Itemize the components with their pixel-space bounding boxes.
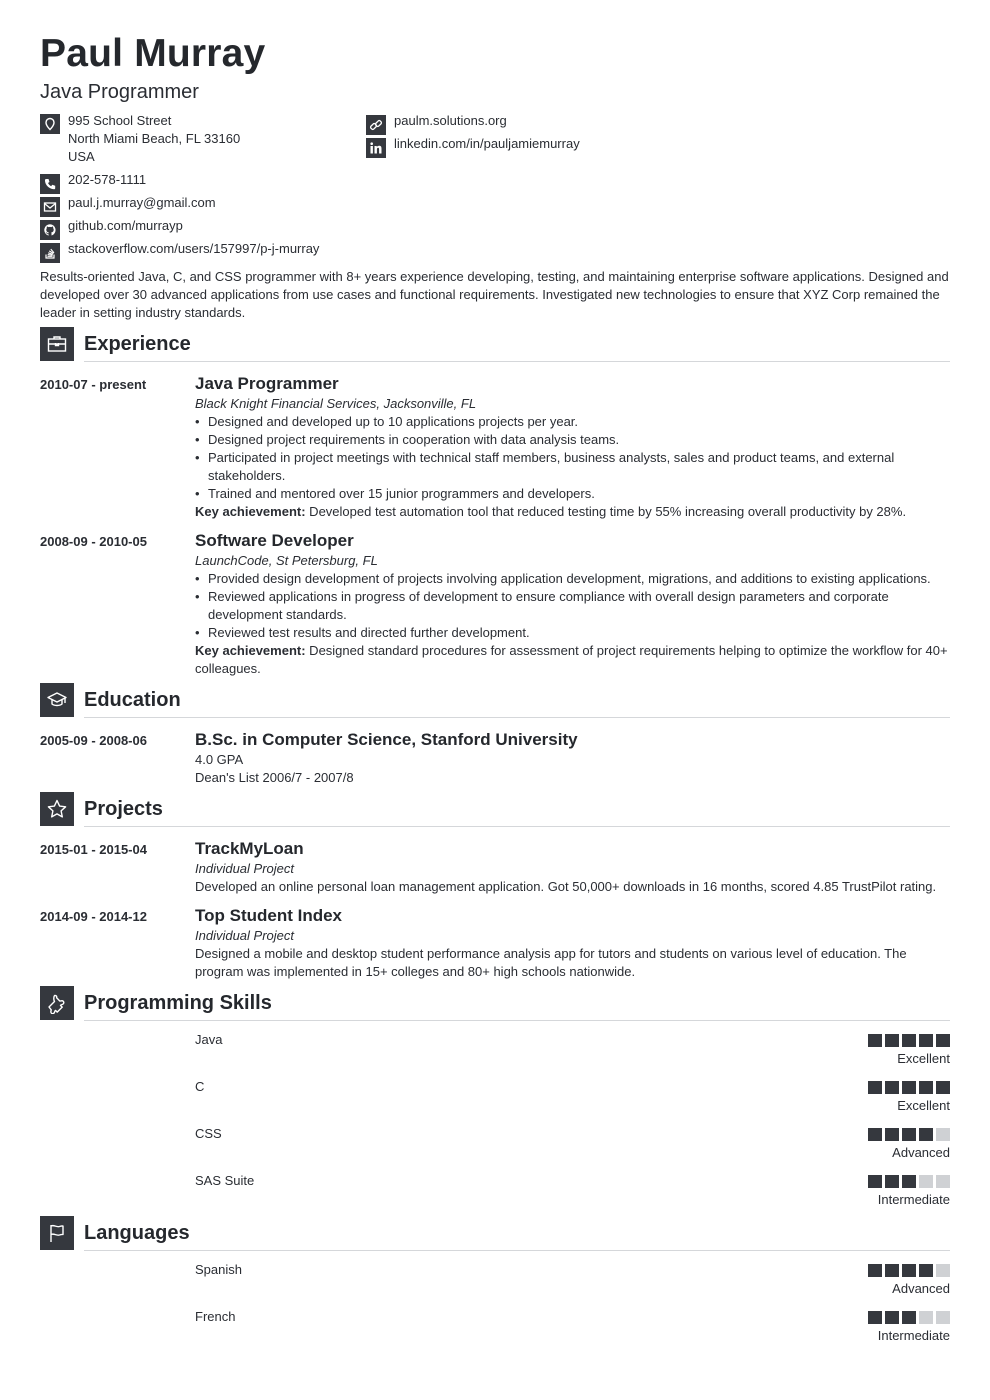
language-level: Advanced bbox=[892, 1281, 950, 1296]
section-divider bbox=[84, 1020, 950, 1021]
linkedin-icon bbox=[366, 138, 386, 158]
entry-title: TrackMyLoan bbox=[195, 839, 304, 858]
location-pin-icon bbox=[40, 114, 60, 134]
key-achievement-text: Developed test automation tool that reduced testing time by 55% increasing overall productivity by 28%. bbox=[305, 504, 907, 519]
entry-title: Software Developer bbox=[195, 531, 354, 550]
project-type: Individual Project bbox=[195, 861, 294, 876]
project-description: Developed an online personal loan management application. Got 50,000+ downloads in 16 months, scored 4.85 TrustPilot rating. bbox=[195, 879, 937, 894]
bullet-item: • Designed and developed up to 10 applications projects per year. bbox=[195, 413, 950, 431]
rating-square-filled bbox=[902, 1175, 916, 1188]
address-line-3: USA bbox=[68, 149, 95, 164]
skill-row bbox=[40, 1079, 950, 1119]
rating-square-filled bbox=[868, 1128, 882, 1141]
rating-square-filled bbox=[885, 1311, 899, 1324]
entry-date: 2008-09 - 2010-05 bbox=[40, 534, 147, 549]
rating-square-empty bbox=[936, 1311, 950, 1324]
briefcase-icon bbox=[40, 327, 74, 361]
website-link[interactable]: paulm.solutions.org bbox=[394, 113, 507, 128]
project-type: Individual Project bbox=[195, 928, 294, 943]
candidate-title: Java Programmer bbox=[40, 81, 199, 103]
skill-row bbox=[40, 1173, 950, 1213]
rating-square-filled bbox=[885, 1175, 899, 1188]
skill-row bbox=[40, 1032, 950, 1072]
bullet-item: • Trained and mentored over 15 junior programmers and developers. bbox=[195, 485, 950, 503]
rating-square-filled bbox=[885, 1128, 899, 1141]
skill-level: Excellent bbox=[897, 1098, 950, 1113]
section-title-experience: Experience bbox=[84, 333, 191, 355]
entry-bullets bbox=[195, 570, 950, 642]
key-achievement-label: Key achievement: bbox=[195, 504, 306, 519]
rating-square-filled bbox=[902, 1081, 916, 1094]
language-name: French bbox=[195, 1309, 236, 1324]
entry-company: LaunchCode, St Petersburg, FL bbox=[195, 553, 378, 568]
entry-bullets bbox=[195, 413, 950, 503]
rating-square-filled bbox=[885, 1264, 899, 1277]
entry-date: 2005-09 - 2008-06 bbox=[40, 733, 147, 748]
rating-square-filled bbox=[868, 1311, 882, 1324]
section-skills bbox=[40, 986, 950, 1020]
phone-icon bbox=[40, 174, 60, 194]
entry-company: Black Knight Financial Services, Jacksonville, FL bbox=[195, 396, 477, 411]
skill-name: C bbox=[195, 1079, 205, 1094]
language-rating bbox=[868, 1311, 950, 1324]
github-icon bbox=[40, 220, 60, 240]
skill-name: Java bbox=[195, 1032, 223, 1047]
skill-level: Advanced bbox=[892, 1145, 950, 1160]
key-achievement bbox=[195, 642, 950, 678]
entry-date: 2015-01 - 2015-04 bbox=[40, 842, 147, 857]
rating-square-filled bbox=[902, 1311, 916, 1324]
language-row bbox=[40, 1309, 950, 1349]
bullet-item: • Designed project requirements in cooperation with data analysis teams. bbox=[195, 431, 950, 449]
flag-icon bbox=[40, 1216, 74, 1250]
entry-title: B.Sc. in Computer Science, Stanford University bbox=[195, 730, 578, 749]
candidate-name: Paul Murray bbox=[40, 32, 266, 75]
github-link[interactable]: github.com/murrayp bbox=[68, 218, 183, 233]
profile-summary: Results-oriented Java, C, and CSS programmer with 8+ years experience developing, testing, and maintaining enterprise software applications. Designed and developed over 30 advanced applications from use cases and functional requirements. Investigated new technologies to ensure that XYZ Corp remained the leader in setting industry standards. bbox=[40, 269, 949, 320]
skill-rating bbox=[868, 1128, 950, 1141]
section-projects bbox=[40, 792, 950, 826]
rating-square-filled bbox=[919, 1081, 933, 1094]
rating-square-filled bbox=[936, 1081, 950, 1094]
star-icon bbox=[40, 792, 74, 826]
contact-address bbox=[40, 112, 360, 166]
entry-date: 2014-09 - 2014-12 bbox=[40, 909, 147, 924]
section-languages bbox=[40, 1216, 950, 1250]
rating-square-filled bbox=[919, 1264, 933, 1277]
bullet-item: • Reviewed applications in progress of development to ensure compliance with overall design parameters and corporate development standards. bbox=[195, 588, 950, 624]
rating-square-filled bbox=[868, 1034, 882, 1047]
envelope-icon bbox=[40, 197, 60, 217]
section-divider bbox=[84, 826, 950, 827]
contact-phone bbox=[40, 171, 360, 193]
skill-rating bbox=[868, 1081, 950, 1094]
skill-rating bbox=[868, 1175, 950, 1188]
bullet-item: • Participated in project meetings with technical staff members, business analysts, sales and product teams, and external stakeholders. bbox=[195, 449, 950, 485]
section-divider bbox=[84, 361, 950, 362]
bullet-item: • Reviewed test results and directed further development. bbox=[195, 624, 950, 642]
rating-square-filled bbox=[902, 1128, 916, 1141]
language-level: Intermediate bbox=[877, 1328, 950, 1343]
address-line-2: North Miami Beach, FL 33160 bbox=[68, 131, 241, 146]
bullet-item: • Provided design development of projects involving application development, migrations, and additions to existing applications. bbox=[195, 570, 950, 588]
rating-square-filled bbox=[902, 1034, 916, 1047]
rating-square-filled bbox=[936, 1034, 950, 1047]
entry-date: 2010-07 - present bbox=[40, 377, 147, 392]
contact-email bbox=[40, 194, 360, 216]
section-experience bbox=[40, 327, 950, 361]
rating-square-filled bbox=[902, 1264, 916, 1277]
puzzle-piece-icon bbox=[40, 986, 74, 1020]
phone-text[interactable]: 202-578-1111 bbox=[68, 172, 147, 187]
rating-square-filled bbox=[919, 1034, 933, 1047]
language-rating bbox=[868, 1264, 950, 1277]
skill-row bbox=[40, 1126, 950, 1166]
stackoverflow-icon bbox=[40, 243, 60, 263]
section-title-projects: Projects bbox=[84, 798, 163, 820]
skill-name: SAS Suite bbox=[195, 1173, 255, 1188]
section-education bbox=[40, 683, 950, 717]
linkedin-link[interactable]: linkedin.com/in/pauljamiemurray bbox=[394, 136, 580, 151]
rating-square-filled bbox=[885, 1034, 899, 1047]
contact-website bbox=[366, 112, 666, 134]
key-achievement-text: Designed standard procedures for assessment of project requirements helping to optimize the workflow for 40+ colleagues. bbox=[195, 643, 948, 676]
contact-stackoverflow bbox=[40, 240, 360, 262]
address-line-1: 995 School Street bbox=[68, 113, 172, 128]
rating-square-filled bbox=[868, 1175, 882, 1188]
rating-square-empty bbox=[919, 1175, 933, 1188]
section-title-languages: Languages bbox=[84, 1222, 190, 1244]
section-title-skills: Programming Skills bbox=[84, 992, 272, 1014]
rating-square-filled bbox=[868, 1081, 882, 1094]
key-achievement-label: Key achievement: bbox=[195, 643, 306, 658]
contact-github bbox=[40, 217, 360, 239]
project-description: Designed a mobile and desktop student performance analysis app for tutors and students on various level of education. The program was implemented in 15+ colleges and 80+ high schools nationwide. bbox=[195, 946, 907, 979]
stackoverflow-link[interactable]: stackoverflow.com/users/157997/p-j-murray bbox=[68, 241, 320, 256]
section-divider bbox=[84, 717, 950, 718]
rating-square-empty bbox=[919, 1311, 933, 1324]
entry-title: Top Student Index bbox=[195, 906, 343, 925]
skill-name: CSS bbox=[195, 1126, 222, 1141]
email-link[interactable]: paul.j.murray@gmail.com bbox=[68, 195, 216, 210]
link-icon bbox=[366, 115, 386, 135]
education-gpa: 4.0 GPA bbox=[195, 752, 244, 767]
skill-rating bbox=[868, 1034, 950, 1047]
rating-square-empty bbox=[936, 1264, 950, 1277]
rating-square-empty bbox=[936, 1175, 950, 1188]
section-divider bbox=[84, 1250, 950, 1251]
graduation-cap-icon bbox=[40, 683, 74, 717]
language-row bbox=[40, 1262, 950, 1302]
rating-square-filled bbox=[919, 1128, 933, 1141]
section-title-education: Education bbox=[84, 689, 181, 711]
education-honors: Dean's List 2006/7 - 2007/8 bbox=[195, 770, 354, 785]
key-achievement bbox=[195, 503, 950, 521]
skill-level: Excellent bbox=[897, 1051, 950, 1066]
rating-square-empty bbox=[936, 1128, 950, 1141]
skill-level: Intermediate bbox=[877, 1192, 950, 1207]
contact-linkedin bbox=[366, 135, 666, 157]
language-name: Spanish bbox=[195, 1262, 242, 1277]
rating-square-filled bbox=[885, 1081, 899, 1094]
rating-square-filled bbox=[868, 1264, 882, 1277]
entry-title: Java Programmer bbox=[195, 374, 339, 393]
